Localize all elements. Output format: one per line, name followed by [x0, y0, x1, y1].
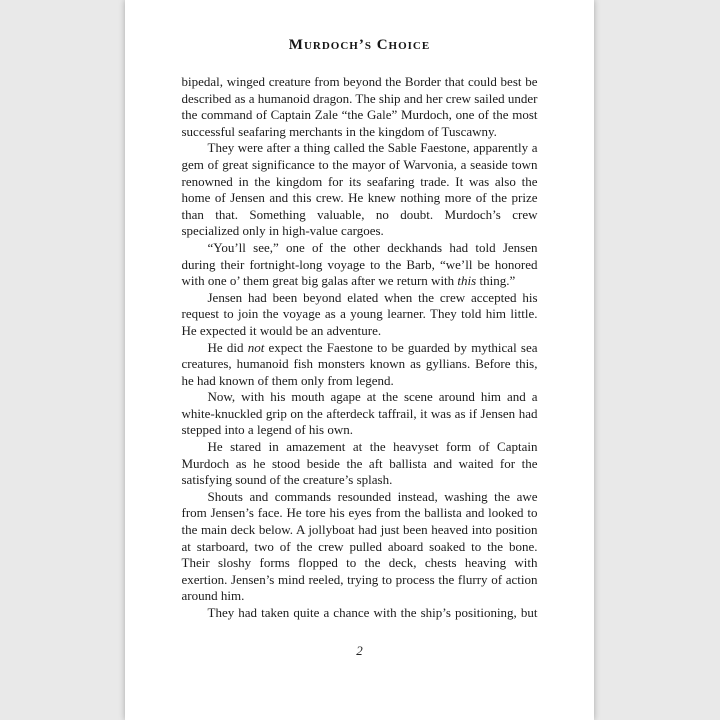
- paragraph: Now, with his mouth agape at the scene around him and a white-knuckled grip on the afterdeck taffrail, it was as if Jensen had stepped into a legend of his own.: [181, 389, 538, 438]
- paragraph: He stared in amazement at the heavyset form of Captain Murdoch as he stood beside the aft ballista and waited for the satisfying sound of the creature’s splash.: [181, 439, 538, 488]
- text-block: [182, 74, 538, 622]
- paragraph: They had taken quite a chance with the ship’s positioning, but: [207, 605, 538, 620]
- paragraph: Jensen had been beyond elated when the crew accepted his request to join the voyage as a young learner. They told him little. He expected it would be an adventure.: [181, 289, 538, 338]
- paragraph: bipedal, winged creature from beyond the Border that could best be described as a humanoid dragon. The ship and her crew sailed under the command of Captain Zale “the Gale” Murdoch, one of the most successful seafaring merchants in the kingdom of Tuscawny.: [181, 74, 538, 139]
- paragraph: Shouts and commands resounded instead, washing the awe from Jensen’s face. He tore his eyes from the ballista and looked to the main deck below. A jollyboat had just been heaved into position at starboard, two of the crew pulled aboard soaked to the bone. Their sloshy forms flopped to the deck, chests heaving with exertion. Jensen’s mind reeled, trying to process the flurry of action around him.: [181, 488, 538, 604]
- paragraph: “You’ll see,” one of the other deckhands had told Jensen during their fortnight-long voyage to the Barb, “we’ll be honored with one o’ them great big galas after we return with this thing.”: [181, 239, 538, 289]
- book-page: [125, 0, 594, 720]
- paragraph: He did not expect the Faestone to be guarded by mythical sea creatures, humanoid fish monsters known as gyllians. Before this, he had known of them only from legend.: [181, 339, 538, 388]
- running-head: Murdoch’s Choice: [288, 37, 431, 53]
- page-number: 2: [356, 643, 363, 658]
- paragraph: They were after a thing called the Sable Faestone, apparently a gem of great significance to the mayor of Warvonia, a seaside town renowned in the kingdom for its seafaring trade. It was also the home of Jensen and this crew. He knew nothing more of the prize than that. Something valuable, no doubt. Murdoch’s crew specialized only in high-value cargoes.: [181, 140, 538, 239]
